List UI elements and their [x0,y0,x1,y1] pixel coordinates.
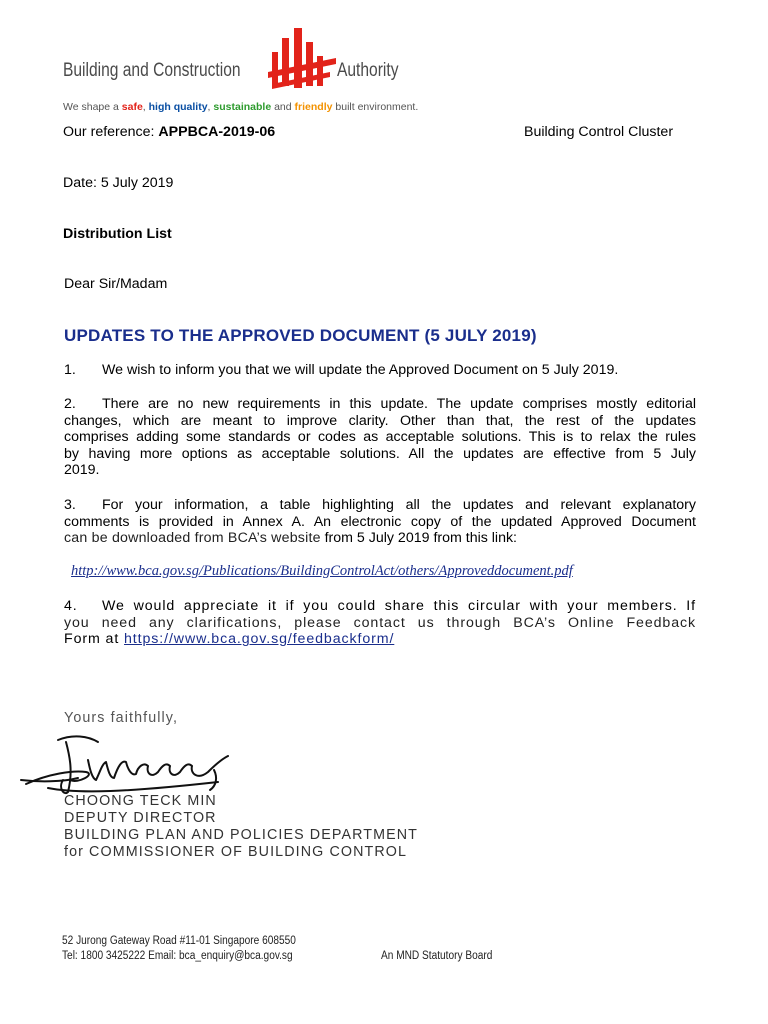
paragraph-3: 3. For your information, a table highlighting all the updates and relevant explanatory comments is provided in Annex A. An electronic copy of the updated Approved Document can be downloaded from BCA’s website from 5 July 2019 from this link: [64,497,696,546]
signatory-department: BUILDING PLAN AND POLICIES DEPARTMENT [64,827,418,843]
letter-title: UPDATES TO THE APPROVED DOCUMENT (5 JULY 2019) [64,326,537,345]
footer-address: 52 Jurong Gateway Road #11-01 Singapore 608550 [62,935,296,947]
org-name-left: Building and Construction [63,60,241,81]
signatory-name: CHOONG TECK MIN [64,793,217,809]
signatory-block [64,793,418,861]
handwritten-signature [18,722,233,802]
salutation: Dear Sir/Madam [64,276,168,292]
paragraph-1: 1. We wish to inform you that we will update the Approved Document on 5 July 2019. [64,362,619,378]
closing: Yours faithfully, [64,710,179,726]
signatory-for: for COMMISSIONER OF BUILDING CONTROL [64,844,408,860]
footer-board: An MND Statutory Board [381,950,493,962]
paragraph-2: 2. There are no new requirements in this update. The update comprises mostly editorial changes, which are meant to improve clarity. Other than that, the rest of the updates comprises adding some standards or codes as acceptable solutions. This is to relax the rules by having more options as acceptable solutions. All the updates are effective from 5 July 2019. [64,396,696,478]
bca-logo-icon [268,28,336,90]
feedback-form-link[interactable]: https://www.bca.gov.sg/feedbackform/ [124,631,395,647]
letter-date: Date: 5 July 2019 [63,175,174,191]
cluster-name: Building Control Cluster [524,124,674,140]
org-name-right: Authority [337,60,399,81]
paragraph-4: 4. We would appreciate it if you could share this circular with your members. If you need any clarifications, please contact us through BCA’s Online Feedback Form at https://www.bca.gov.sg/feedbackform/ [64,598,696,647]
tagline: We shape a safe, high quality, sustainable and friendly built environment. [63,101,419,113]
approved-document-link[interactable]: http://www.bca.gov.sg/Publications/BuildingControlAct/others/Approveddocument.pdf [71,563,573,579]
footer-contact: Tel: 1800 3425222 Email: bca_enquiry@bca.gov.sg [62,950,293,962]
reference-number: APPBCA-2019-06 [158,124,276,140]
distribution-list: Distribution List [63,226,172,242]
signatory-position: DEPUTY DIRECTOR [64,810,217,826]
reference-line: Our reference: APPBCA-2019-06 [63,124,276,140]
